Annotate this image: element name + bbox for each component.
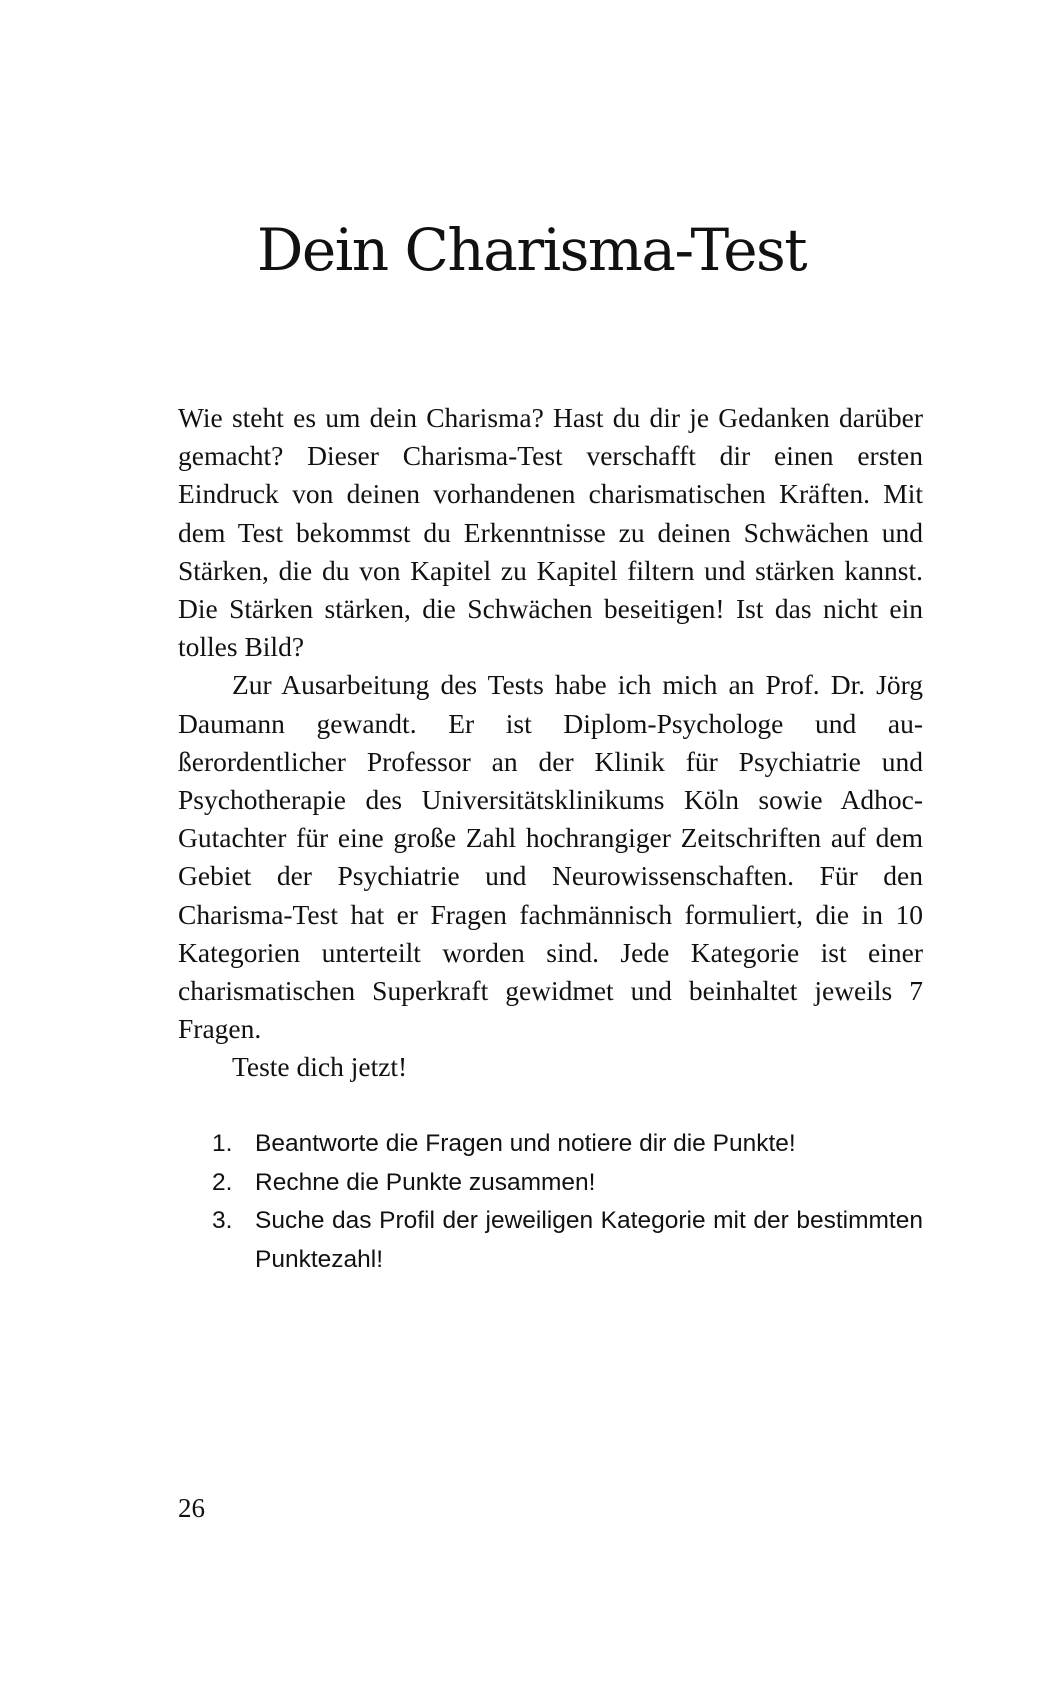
- list-item: [212, 1164, 923, 1203]
- list-item-number: 1.: [212, 1130, 233, 1157]
- body-text: [178, 399, 923, 1087]
- list-item-text: Rechne die Punkte zusammen!: [255, 1168, 596, 1196]
- list-item: [212, 1125, 923, 1164]
- paragraph-call-to-action: Teste dich jetzt!: [232, 1051, 408, 1083]
- list-item-number: 3.: [212, 1207, 233, 1234]
- instruction-list: [212, 1125, 923, 1279]
- list-item-text: Beantworte die Fragen und notiere dir die Punkte!: [255, 1130, 796, 1157]
- list-item-number: 2.: [212, 1168, 233, 1196]
- chapter-title: Dein Charisma-Test: [256, 216, 807, 284]
- paragraph-intro: Wie steht es um dein Charisma? Hast du dir je Gedanken darüber gemacht? Dieser Charisma-Test verschafft dir einen ersten Eindruck von deinen vorhandenen charismatischen Kräften. Mit dem Test bekommst du Erkenntnisse zu deinen Schwächen und Stärken, die du von Kapitel zu Kapitel filtern und stärken kannst. Die Stärken stärken, die Schwächen beseitigen! Ist das nicht ein tolles Bild?: [178, 402, 923, 663]
- paragraph-author: Zur Ausarbeitung des Tests habe ich mich an Prof. Dr. Jörg Daumann gewandt. Er ist Diplom-Psychologe und außerordentlicher Professor an der Klinik für Psychiatrie und Psychotherapie des Universitätsklinikums Köln sowie Adhoc-Gutachter für eine große Zahl hochrangiger Zeitschriften auf dem Gebiet der Psychiatrie und Neurowissenschaften. Für den Charisma-Test hat er Fragen fachmännisch formuliert, die in 10 Kategorien unterteilt worden sind. Jede Kategorie ist einer charismatischen Superkraft gewidmet und beinhaltet jeweils 7 Fragen.: [178, 669, 923, 1045]
- list-item: [212, 1202, 923, 1279]
- list-item-text: Suche das Profil der jeweiligen Kategorie mit der bestimmten Punktezahl!: [255, 1207, 923, 1273]
- page-number: 26: [178, 1493, 205, 1523]
